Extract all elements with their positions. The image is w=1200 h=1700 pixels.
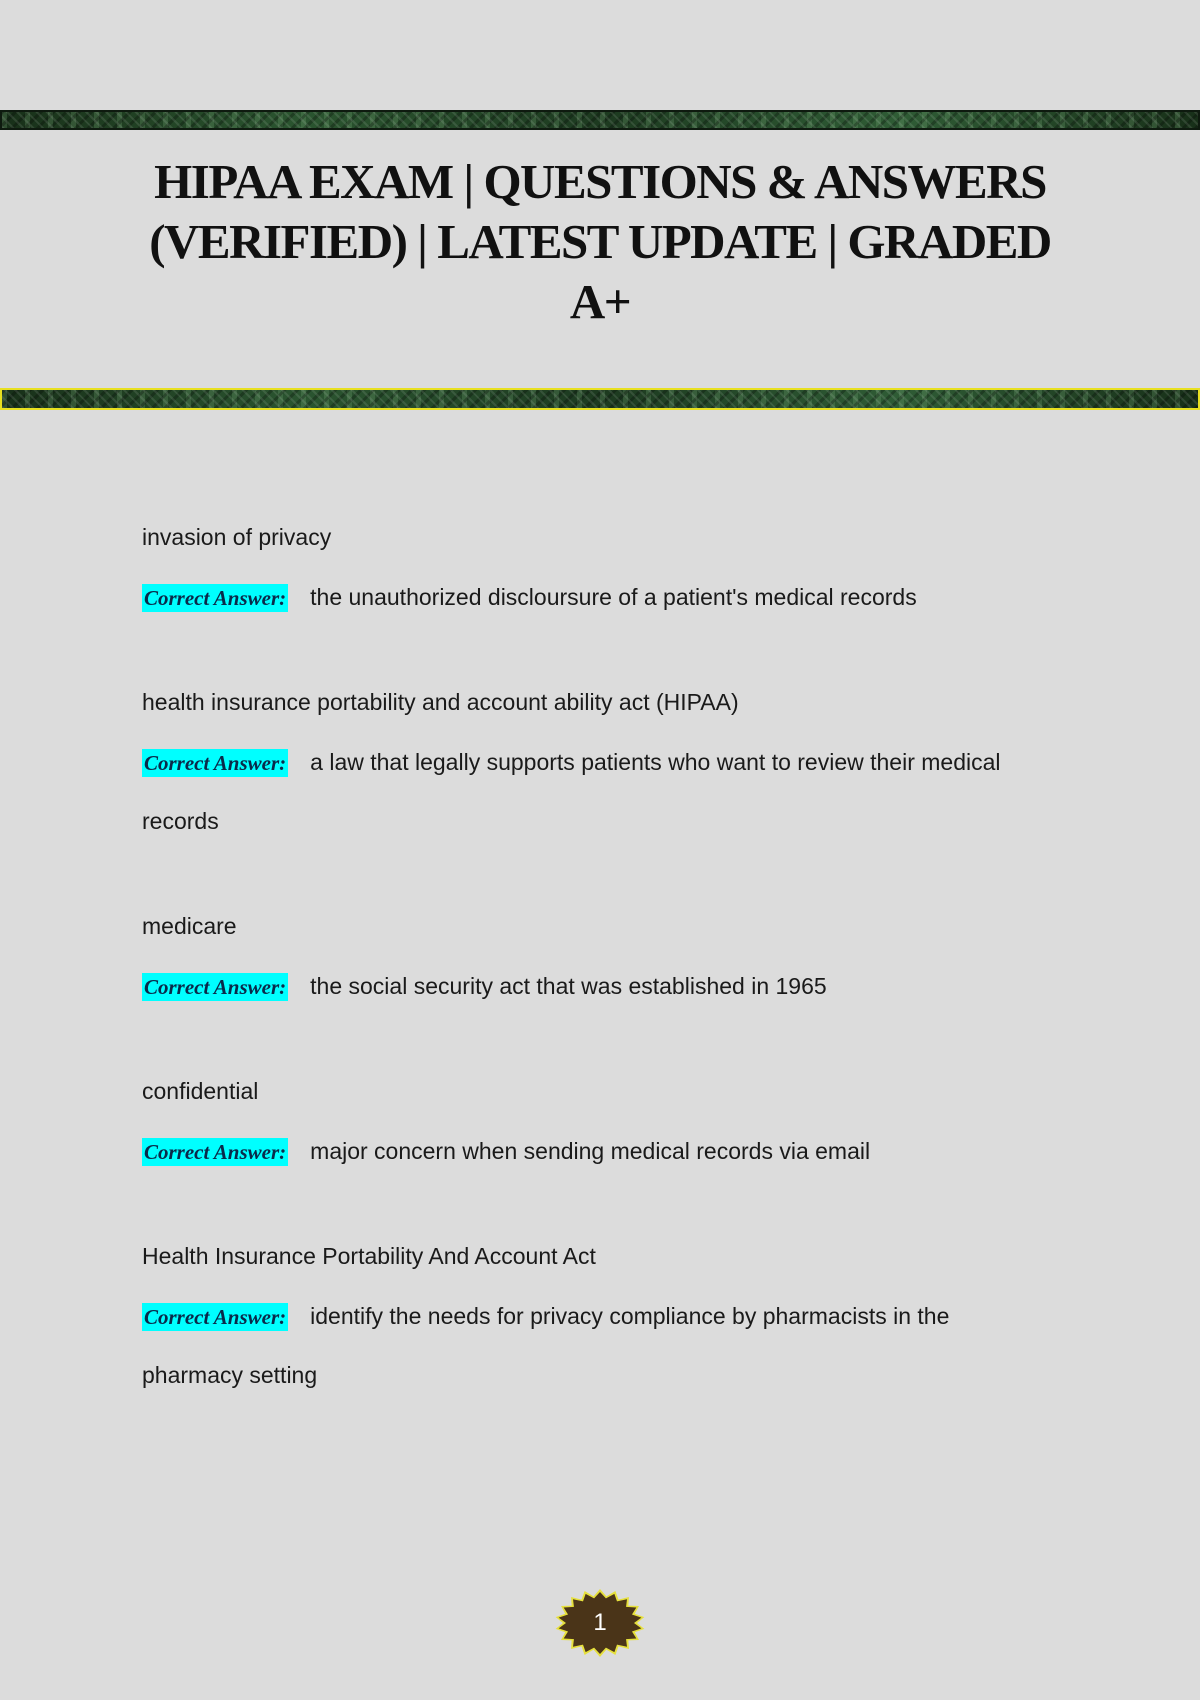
answer-text: identify the needs for privacy compliance by pharmacists in the pharmacy setting — [142, 1303, 950, 1388]
answer-text: a law that legally supports patients who want to review their medical records — [142, 749, 1001, 834]
page-number: 1 — [593, 1609, 607, 1636]
question-text: confidential — [142, 1078, 259, 1104]
correct-answer-label: Correct Answer: — [144, 586, 287, 610]
header-decorative-band-bottom — [0, 388, 1200, 410]
header-decorative-band-top — [0, 110, 1200, 130]
qa-item — [142, 1241, 1042, 1405]
page-number-badge — [554, 1588, 646, 1658]
qa-item — [142, 522, 1042, 627]
question-text: Health Insurance Portability And Account Act — [142, 1243, 596, 1269]
correct-answer-label: Correct Answer: — [144, 975, 287, 999]
question-text: health insurance portability and account ability act (HIPAA) — [142, 689, 739, 715]
qa-item — [142, 911, 1042, 1016]
answer-row — [142, 568, 1042, 627]
qa-item — [142, 687, 1042, 851]
question-text: invasion of privacy — [142, 524, 332, 550]
answer-text: major concern when sending medical records via email — [310, 1138, 871, 1164]
answer-row — [142, 1122, 1042, 1181]
answer-row — [142, 733, 1042, 851]
answer-text: the social security act that was established in 1965 — [310, 973, 827, 999]
answer-row — [142, 1287, 1042, 1405]
answer-text: the unauthorized discloursure of a patient's medical records — [310, 584, 917, 610]
answer-row — [142, 957, 1042, 1016]
qa-list — [142, 522, 1042, 1405]
correct-answer-label: Correct Answer: — [144, 1305, 287, 1329]
document-title: HIPAA EXAM | QUESTIONS & ANSWERS (VERIFIED) | LATEST UPDATE | GRADED A+ — [149, 154, 1051, 329]
question-text: medicare — [142, 913, 237, 939]
qa-item — [142, 1076, 1042, 1181]
correct-answer-label: Correct Answer: — [144, 1140, 287, 1164]
correct-answer-label: Correct Answer: — [144, 751, 287, 775]
